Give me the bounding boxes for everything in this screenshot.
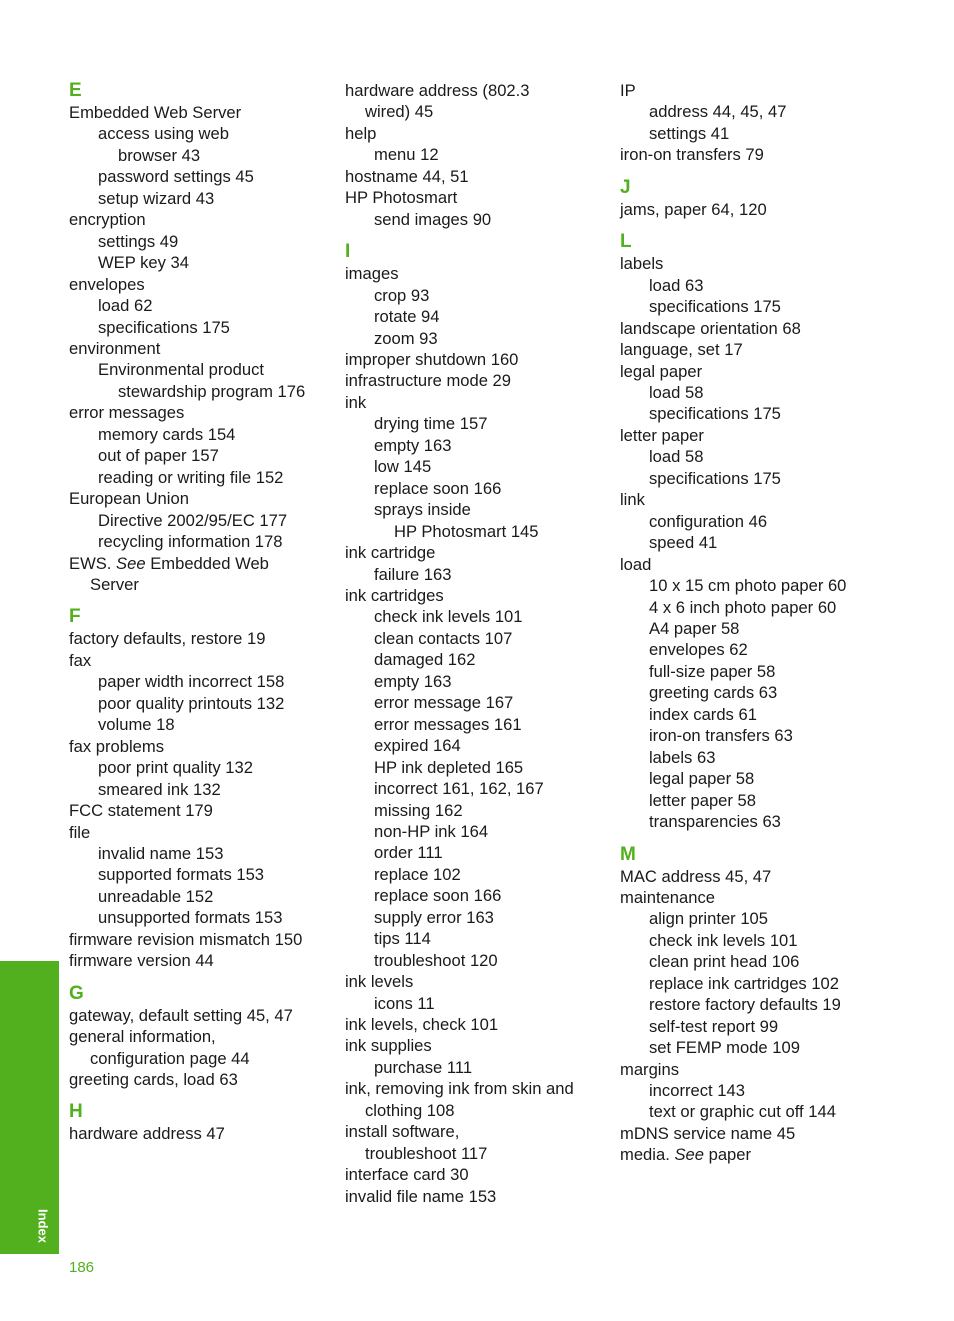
index-entry: gateway, default setting 45, 47 [69, 1005, 293, 1025]
index-entry: encryption [69, 210, 146, 230]
index-subentry: supply error 163 [374, 907, 494, 927]
index-subentry: invalid name 153 [98, 843, 224, 863]
index-entry: FCC statement 179 [69, 801, 213, 821]
index-entry: hardware address 47 [69, 1124, 225, 1144]
index-subentry: speed 41 [649, 533, 718, 553]
index-subentry: troubleshoot 120 [374, 950, 498, 970]
index-subentry: legal paper 58 [649, 769, 755, 789]
index-entry-continued: Server [90, 574, 139, 594]
index-subentry: check ink levels 101 [374, 607, 523, 627]
section-letter-m: M [620, 843, 636, 865]
index-subentry: check ink levels 101 [649, 930, 798, 950]
index-subentry: clean contacts 107 [374, 628, 513, 648]
index-subentry: missing 162 [374, 800, 463, 820]
index-subentry: labels 63 [649, 747, 716, 767]
index-column-1 [69, 80, 331, 1145]
index-subentry-continued: browser 43 [118, 145, 201, 165]
index-subentry: damaged 162 [374, 650, 476, 670]
index-entry: hardware address (802.3 [345, 81, 530, 100]
index-subentry: purchase 111 [374, 1057, 473, 1077]
index-entry: maintenance [620, 887, 716, 907]
index-column-3 [620, 80, 910, 1166]
index-subentry: incorrect 143 [649, 1081, 745, 1101]
index-entry: margins [620, 1059, 680, 1079]
index-subentry: supported formats 153 [98, 865, 265, 885]
index-entry: landscape orientation 68 [620, 318, 801, 338]
index-subentry: Directive 2002/95/EC 177 [98, 510, 288, 530]
index-subentry: envelopes 62 [649, 640, 748, 660]
index-subentry: load 58 [649, 382, 704, 402]
index-subentry: replace ink cartridges 102 [649, 973, 840, 993]
index-subentry: setup wizard 43 [98, 188, 215, 208]
entry-term: media. [620, 1145, 670, 1165]
index-entry: hostname 44, 51 [345, 166, 469, 186]
index-subentry: settings 41 [649, 123, 730, 143]
index-entry: install software, [345, 1122, 460, 1142]
index-entry: ink cartridges [345, 585, 444, 605]
index-subentry: replace soon 166 [374, 478, 502, 498]
index-subentry: A4 paper 58 [649, 618, 740, 638]
index-subentry: restore factory defaults 19 [649, 995, 841, 1015]
index-entry: error messages [69, 403, 185, 423]
index-entry: interface card 30 [345, 1165, 469, 1185]
index-entry: images [345, 264, 399, 284]
index-entry: fax problems [69, 736, 164, 756]
index-subentry: align printer 105 [649, 909, 769, 929]
index-entry: invalid file name 153 [345, 1186, 497, 1206]
index-subentry: password settings 45 [98, 167, 254, 187]
index-subentry: configuration 46 [649, 511, 768, 531]
index-subentry: set FEMP mode 109 [649, 1038, 800, 1058]
index-subentry: access using web [98, 124, 229, 144]
index-entry: link [620, 490, 645, 510]
index-subentry: 10 x 15 cm photo paper 60 [649, 576, 847, 596]
index-entry: improper shutdown 160 [345, 349, 519, 369]
section-letter-j: J [620, 176, 631, 198]
index-subentry: text or graphic cut off 144 [649, 1102, 836, 1122]
index-subentry: Environmental product [98, 360, 265, 380]
section-letter-i: I [345, 241, 351, 263]
index-subentry: reading or writing file 152 [98, 467, 284, 487]
index-subentry: specifications 175 [649, 468, 781, 488]
index-subentry: send images 90 [374, 209, 492, 229]
index-entry: firmware version 44 [69, 951, 214, 971]
index-subentry: iron-on transfers 63 [649, 726, 793, 746]
index-subentry: error message 167 [374, 693, 514, 713]
index-entry: infrastructure mode 29 [345, 371, 512, 391]
index-subentry: icons 11 [374, 993, 435, 1013]
index-subentry: non-HP ink 164 [374, 821, 489, 841]
index-subentry: empty 163 [374, 671, 452, 691]
index-entry: ink levels, check 101 [345, 1015, 499, 1035]
index-subentry: sprays inside [374, 500, 471, 520]
index-entry: ink levels [345, 972, 414, 992]
index-subentry: smeared ink 132 [98, 779, 221, 799]
reference-target: paper [708, 1145, 752, 1165]
reference-target: Embedded Web [150, 553, 269, 573]
index-entry: language, set 17 [620, 340, 743, 360]
index-entry-cross-reference [620, 1144, 910, 1165]
section-letter-f: F [69, 606, 81, 628]
index-subentry: load 63 [649, 275, 704, 295]
index-subentry: incorrect 161, 162, 167 [374, 779, 544, 799]
index-subentry: specifications 175 [98, 317, 230, 337]
index-subentry: settings 49 [98, 231, 179, 251]
index-subentry-continued: stewardship program 176 [118, 381, 306, 401]
index-entry-continued: troubleshoot 117 [365, 1143, 488, 1163]
index-subentry: replace soon 166 [374, 886, 502, 906]
index-entry: jams, paper 64, 120 [620, 199, 767, 219]
index-subentry: greeting cards 63 [649, 683, 778, 703]
index-subentry: paper width incorrect 158 [98, 672, 285, 692]
index-entry: factory defaults, restore 19 [69, 629, 266, 649]
index-subentry: poor quality printouts 132 [98, 693, 285, 713]
index-subentry: tips 114 [374, 929, 431, 949]
index-entry: help [345, 123, 377, 143]
index-entry: ink supplies [345, 1036, 432, 1056]
index-subentry: zoom 93 [374, 328, 438, 348]
page-number: 186 [69, 1259, 95, 1276]
index-subentry: 4 x 6 inch photo paper 60 [649, 597, 837, 617]
index-subentry-continued: HP Photosmart 145 [394, 521, 539, 541]
index-subentry: index cards 61 [649, 704, 757, 724]
index-subentry: WEP key 34 [98, 253, 189, 273]
index-entry: letter paper [620, 425, 704, 445]
index-subentry: crop 93 [374, 285, 430, 305]
index-entry: ink cartridge [345, 543, 436, 563]
index-subentry: empty 163 [374, 435, 452, 455]
index-subentry: recycling information 178 [98, 532, 283, 552]
see-reference: See [116, 553, 146, 573]
index-subentry: clean print head 106 [649, 952, 800, 972]
index-entry: fax [69, 650, 92, 670]
index-entry: IP [620, 81, 636, 100]
side-tab-label: Index [35, 1209, 51, 1243]
index-subentry: self-test report 99 [649, 1016, 779, 1036]
index-subentry: load 62 [98, 296, 153, 316]
section-letter-g: G [69, 982, 84, 1004]
index-subentry: full-size paper 58 [649, 661, 776, 681]
index-entry: general information, [69, 1027, 216, 1047]
see-reference: See [674, 1145, 704, 1165]
index-entry-continued: clothing 108 [365, 1100, 455, 1120]
index-subentry: failure 163 [374, 564, 452, 584]
index-entry: legal paper [620, 361, 703, 381]
index-subentry: letter paper 58 [649, 790, 757, 810]
index-column-2 [345, 80, 607, 1207]
index-subentry: drying time 157 [374, 414, 488, 434]
index-subentry: specifications 175 [649, 404, 781, 424]
index-subentry: rotate 94 [374, 307, 440, 327]
index-subentry: specifications 175 [649, 297, 781, 317]
index-entry: MAC address 45, 47 [620, 866, 772, 886]
index-subentry: unsupported formats 153 [98, 908, 283, 928]
index-subentry: low 145 [374, 457, 432, 477]
index-subentry: transparencies 63 [649, 812, 781, 832]
index-subentry: unreadable 152 [98, 886, 214, 906]
index-entry-cross-reference [69, 553, 331, 574]
index-entry: environment [69, 338, 161, 358]
index-subentry: out of paper 157 [98, 446, 219, 466]
index-entry: envelopes [69, 274, 145, 294]
index-subentry: expired 164 [374, 736, 461, 756]
section-letter-h: H [69, 1101, 83, 1123]
index-entry: labels [620, 254, 664, 274]
index-entry: file [69, 822, 91, 842]
section-letter-l: L [620, 231, 632, 253]
index-subentry: address 44, 45, 47 [649, 102, 787, 122]
index-subentry: menu 12 [374, 145, 439, 165]
index-subentry: memory cards 154 [98, 424, 236, 444]
index-subentry: volume 18 [98, 715, 175, 735]
index-entry: iron-on transfers 79 [620, 145, 764, 165]
entry-term: EWS. [69, 553, 112, 573]
index-subentry: load 58 [649, 447, 704, 467]
index-entry: HP Photosmart [345, 188, 458, 208]
index-entry: Embedded Web Server [69, 103, 242, 122]
index-subentry: replace 102 [374, 864, 461, 884]
index-entry-continued: configuration page 44 [90, 1048, 250, 1068]
index-subentry: HP ink depleted 165 [374, 757, 524, 777]
index-entry: ink [345, 392, 367, 412]
index-subentry: error messages 161 [374, 714, 522, 734]
index-subentry: order 111 [374, 843, 443, 863]
index-entry: greeting cards, load 63 [69, 1070, 238, 1090]
index-entry: mDNS service name 45 [620, 1123, 796, 1143]
index-entry: firmware revision mismatch 150 [69, 929, 303, 949]
index-entry-continued: wired) 45 [365, 102, 434, 122]
index-subentry: poor print quality 132 [98, 758, 253, 778]
index-entry: load [620, 554, 652, 574]
index-entry: European Union [69, 489, 189, 509]
section-letter-e: E [69, 80, 82, 101]
index-entry: ink, removing ink from skin and [345, 1079, 574, 1099]
